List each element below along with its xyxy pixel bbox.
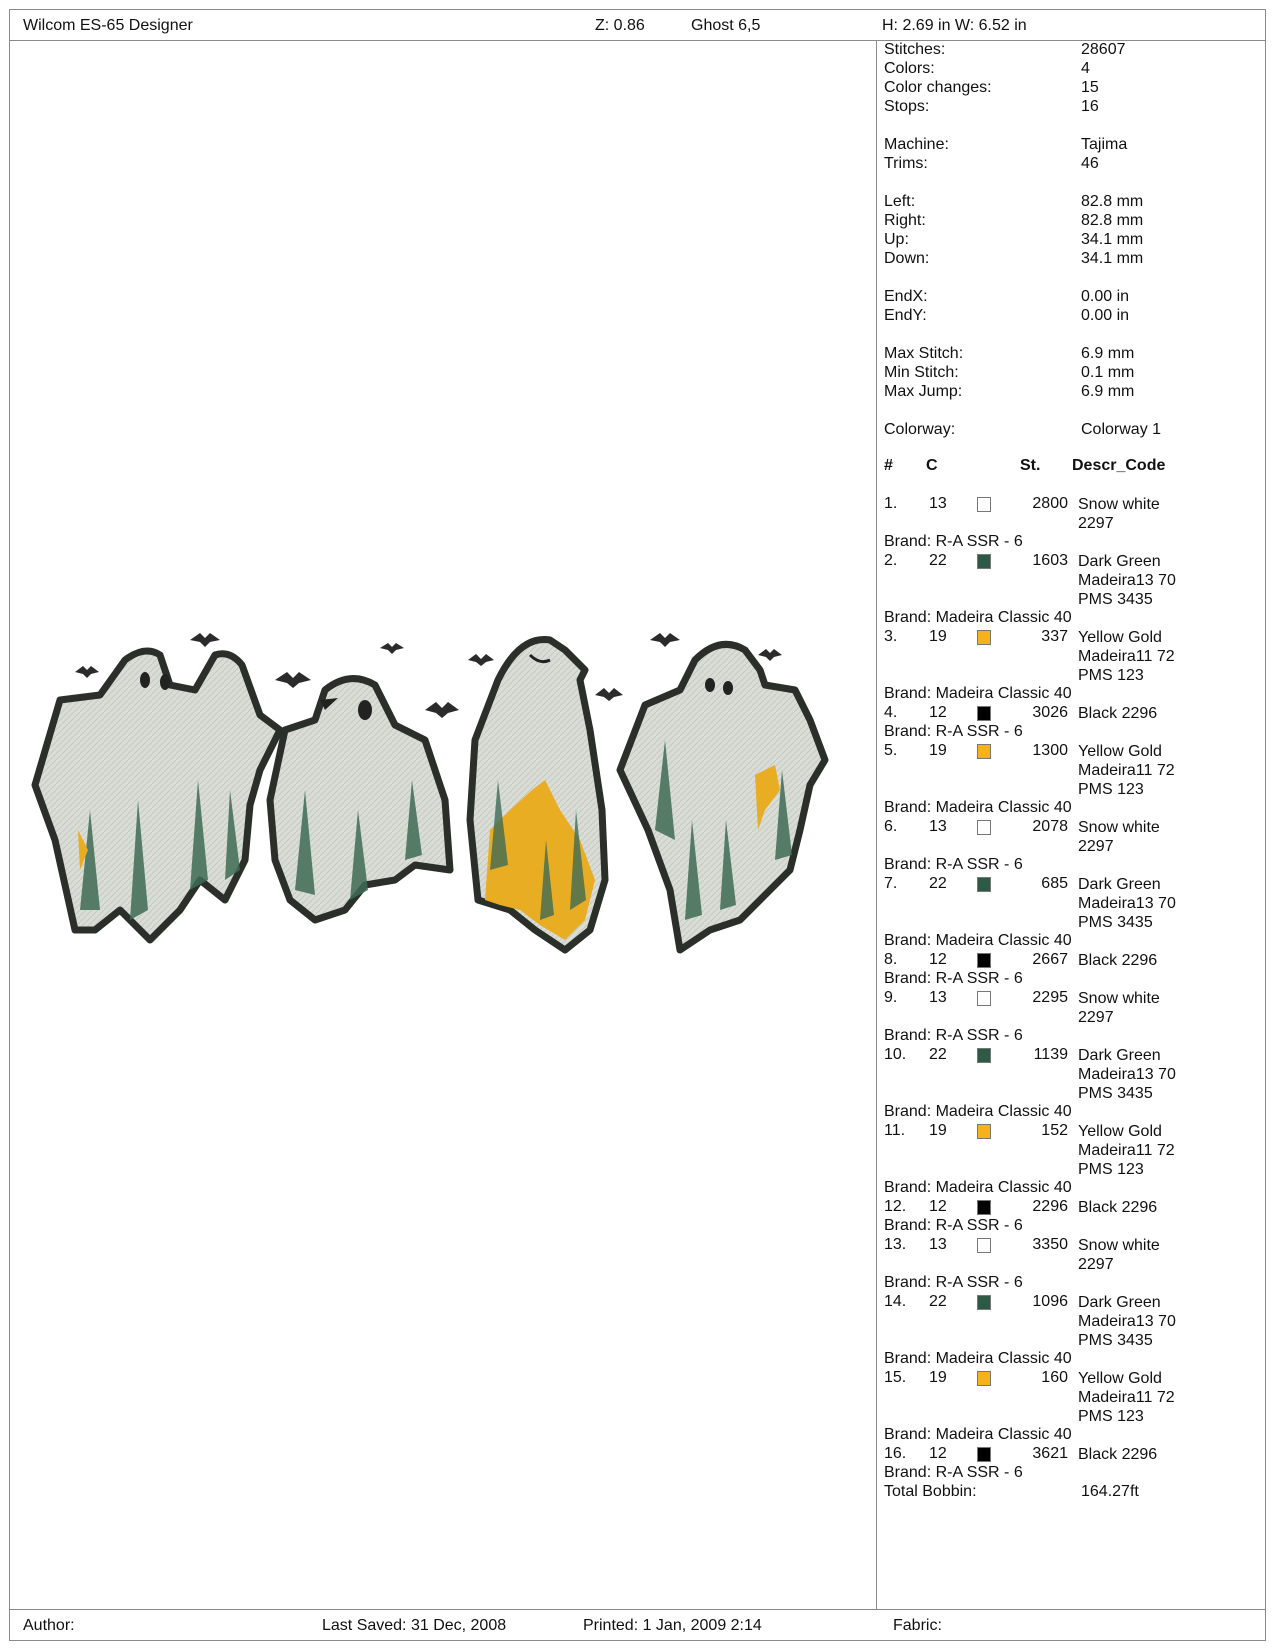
summary-row [884, 155, 1264, 175]
stop-number: 8. [884, 951, 898, 968]
summary-row [884, 288, 1264, 308]
total-bobbin-label: Total Bobbin: [884, 1483, 977, 1500]
thread-description: Black 2296 [1078, 1446, 1158, 1463]
stitch-count: 2667 [1032, 951, 1068, 968]
thread-brand: Brand: R-A SSR - 6 [884, 1274, 1023, 1291]
color-swatch [977, 1124, 991, 1139]
summary-row [884, 307, 1264, 327]
summary-label: Stops: [884, 98, 930, 115]
total-bobbin-row [884, 1483, 1264, 1503]
color-swatch [977, 991, 991, 1006]
color-stop-row [884, 742, 1264, 799]
stitch-count: 2800 [1032, 495, 1068, 512]
color-stop-row [884, 552, 1264, 609]
bat-icon [275, 672, 311, 688]
summary-value: 28607 [1081, 41, 1126, 58]
color-code: 22 [929, 552, 947, 569]
color-code: 13 [929, 1236, 947, 1253]
color-code: 13 [929, 989, 947, 1006]
last-saved: Last Saved: 31 Dec, 2008 [322, 1617, 507, 1634]
thread-brand: Brand: Madeira Classic 40 [884, 1350, 1072, 1367]
color-stop-row [884, 704, 1264, 723]
design-dimensions: H: 2.69 in W: 6.52 in [882, 17, 1027, 34]
summary-label: Right: [884, 212, 926, 229]
stitch-count: 1300 [1032, 742, 1068, 759]
thread-brand: Brand: Madeira Classic 40 [884, 609, 1072, 626]
color-stop-row [884, 989, 1264, 1027]
thread-description: Dark Green Madeira13 70 PMS 3435 [1078, 1294, 1176, 1349]
color-code: 19 [929, 1369, 947, 1386]
color-code: 12 [929, 704, 947, 721]
summary-row [884, 250, 1264, 270]
summary-value: 16 [1081, 98, 1099, 115]
stop-number: 7. [884, 875, 898, 892]
summary-label: Machine: [884, 136, 949, 153]
thread-brand: Brand: Madeira Classic 40 [884, 932, 1072, 949]
thread-description: Snow white 2297 [1078, 819, 1160, 855]
stop-number: 16. [884, 1445, 907, 1462]
thread-brand: Brand: R-A SSR - 6 [884, 533, 1023, 550]
color-swatch [977, 744, 991, 759]
author-field: Author: [23, 1617, 75, 1634]
summary-label: Max Jump: [884, 383, 963, 400]
color-stop-row [884, 951, 1264, 970]
col-num: # [884, 457, 893, 474]
thread-brand: Brand: R-A SSR - 6 [884, 856, 1023, 873]
thread-brand: Brand: R-A SSR - 6 [884, 1217, 1023, 1234]
summary-label: Up: [884, 231, 909, 248]
color-stop-row [884, 1445, 1264, 1464]
color-swatch [977, 953, 991, 968]
summary-label: EndX: [884, 288, 928, 305]
col-stitches: St. [1020, 457, 1041, 474]
summary-row [884, 60, 1264, 80]
color-code: 12 [929, 1198, 947, 1215]
stitch-count: 152 [1041, 1122, 1068, 1139]
color-code: 22 [929, 875, 947, 892]
thread-brand: Brand: Madeira Classic 40 [884, 685, 1072, 702]
thread-description: Yellow Gold Madeira11 72 PMS 123 [1078, 629, 1175, 684]
stop-number: 13. [884, 1236, 907, 1253]
color-stop-row [884, 1198, 1264, 1217]
color-swatch [977, 706, 991, 721]
embroidery-design-preview [20, 610, 870, 1030]
bat-icon [468, 654, 494, 666]
stitch-count: 160 [1041, 1369, 1068, 1386]
stop-number: 10. [884, 1046, 907, 1063]
summary-label: Stitches: [884, 41, 946, 58]
color-swatch [977, 1048, 991, 1063]
thread-description: Snow white 2297 [1078, 990, 1160, 1026]
stitch-count: 3621 [1032, 1445, 1068, 1462]
stop-number: 3. [884, 628, 898, 645]
summary-value: 6.9 mm [1081, 383, 1135, 400]
design-name: Ghost 6,5 [691, 17, 761, 34]
color-code: 19 [929, 628, 947, 645]
ghost-3 [470, 640, 605, 951]
color-stop-row [884, 1293, 1264, 1350]
bat-icon [380, 643, 404, 654]
stitch-count: 2078 [1032, 818, 1068, 835]
stitch-count: 3026 [1032, 704, 1068, 721]
summary-value: 15 [1081, 79, 1099, 96]
color-code: 22 [929, 1046, 947, 1063]
stop-number: 6. [884, 818, 898, 835]
color-swatch [977, 877, 991, 892]
stitch-count: 2295 [1032, 989, 1068, 1006]
ghost-1 [35, 651, 280, 940]
ghost-4 [620, 644, 825, 950]
bat-icon [190, 633, 220, 647]
summary-label: Max Stitch: [884, 345, 964, 362]
thread-description: Black 2296 [1078, 705, 1158, 722]
color-swatch [977, 630, 991, 645]
color-code: 13 [929, 495, 947, 512]
summary-value: 82.8 mm [1081, 193, 1144, 210]
color-code: 22 [929, 1293, 947, 1310]
stitch-count: 1139 [1033, 1046, 1068, 1063]
color-code: 12 [929, 951, 947, 968]
thread-description: Yellow Gold Madeira11 72 PMS 123 [1078, 1123, 1175, 1178]
summary-label: Color changes: [884, 79, 992, 96]
color-stop-row [884, 1122, 1264, 1179]
summary-value: Colorway 1 [1081, 421, 1162, 438]
thread-description: Black 2296 [1078, 952, 1158, 969]
summary-value: 0.00 in [1081, 307, 1130, 324]
thread-description: Snow white 2297 [1078, 1237, 1160, 1273]
color-stop-row [884, 628, 1264, 685]
color-stop-row [884, 1236, 1264, 1274]
summary-row [884, 41, 1264, 61]
printed-date: Printed: 1 Jan, 2009 2:14 [583, 1617, 762, 1634]
color-code: 19 [929, 1122, 947, 1139]
summary-value: 0.00 in [1081, 288, 1130, 305]
summary-value: 46 [1081, 155, 1099, 172]
thread-brand: Brand: Madeira Classic 40 [884, 1426, 1072, 1443]
summary-label: Min Stitch: [884, 364, 959, 381]
total-bobbin-value: 164.27ft [1081, 1483, 1139, 1500]
color-swatch [977, 497, 991, 512]
summary-row [884, 136, 1264, 156]
bat-icon [595, 688, 623, 701]
summary-label: Trims: [884, 155, 928, 172]
thread-description: Dark Green Madeira13 70 PMS 3435 [1078, 1047, 1176, 1102]
print-sheet [9, 9, 1266, 1641]
summary-row [884, 345, 1264, 365]
summary-row [884, 98, 1264, 118]
bat-icon [758, 649, 782, 661]
summary-label: Down: [884, 250, 930, 267]
color-swatch [977, 1200, 991, 1215]
header-bar [10, 10, 1265, 41]
color-stop-row [884, 818, 1264, 856]
stitch-count: 3350 [1032, 1236, 1068, 1253]
color-stop-row [884, 1046, 1264, 1103]
summary-label: Left: [884, 193, 916, 210]
color-stop-row [884, 875, 1264, 932]
col-descr: Descr_Code [1072, 457, 1166, 474]
thread-brand: Brand: R-A SSR - 6 [884, 970, 1023, 987]
color-swatch [977, 1295, 991, 1310]
color-swatch [977, 820, 991, 835]
thread-brand: Brand: R-A SSR - 6 [884, 723, 1023, 740]
thread-brand: Brand: Madeira Classic 40 [884, 1103, 1072, 1120]
color-swatch [977, 554, 991, 569]
summary-value: 34.1 mm [1081, 250, 1144, 267]
summary-value: 82.8 mm [1081, 212, 1144, 229]
fabric-field: Fabric: [893, 1617, 942, 1634]
color-stop-row [884, 495, 1264, 533]
stop-number: 4. [884, 704, 898, 721]
thread-description: Snow white 2297 [1078, 496, 1160, 532]
bat-icon [650, 633, 680, 647]
color-code: 12 [929, 1445, 947, 1462]
thread-brand: Brand: R-A SSR - 6 [884, 1027, 1023, 1044]
summary-label: EndY: [884, 307, 927, 324]
summary-value: 34.1 mm [1081, 231, 1144, 248]
ghost-2 [270, 679, 450, 920]
color-code: 13 [929, 818, 947, 835]
summary-row [884, 212, 1264, 232]
thread-description: Yellow Gold Madeira11 72 PMS 123 [1078, 743, 1175, 798]
stitch-count: 1603 [1032, 552, 1068, 569]
stop-number: 11. [884, 1122, 906, 1139]
stitch-count: 685 [1041, 875, 1068, 892]
stop-number: 15. [884, 1369, 907, 1386]
col-code: C [926, 457, 938, 474]
stop-number: 12. [884, 1198, 907, 1215]
summary-label: Colors: [884, 60, 935, 77]
summary-value: 6.9 mm [1081, 345, 1135, 362]
color-swatch [977, 1371, 991, 1386]
bat-icon [75, 666, 99, 678]
bat-icon [425, 702, 459, 718]
summary-row [884, 193, 1264, 213]
panel-divider [876, 41, 877, 1609]
color-code: 19 [929, 742, 947, 759]
summary-value: Tajima [1081, 136, 1128, 153]
stitch-count: 337 [1041, 628, 1068, 645]
thread-brand: Brand: R-A SSR - 6 [884, 1464, 1023, 1481]
footer-bar [10, 1609, 1265, 1640]
color-swatch [977, 1238, 991, 1253]
summary-row [884, 383, 1264, 403]
stop-number: 5. [884, 742, 898, 759]
summary-row [884, 231, 1264, 251]
stop-number: 14. [884, 1293, 907, 1310]
color-stop-row [884, 1369, 1264, 1426]
zoom-level: Z: 0.86 [595, 17, 645, 34]
summary-row [884, 421, 1264, 441]
summary-value: 0.1 mm [1081, 364, 1135, 381]
color-swatch [977, 1447, 991, 1462]
thread-description: Yellow Gold Madeira11 72 PMS 123 [1078, 1370, 1175, 1425]
summary-row [884, 79, 1264, 99]
app-title: Wilcom ES-65 Designer [23, 17, 193, 34]
stop-number: 1. [884, 495, 898, 512]
thread-description: Dark Green Madeira13 70 PMS 3435 [1078, 553, 1176, 608]
stop-number: 9. [884, 989, 898, 1006]
thread-brand: Brand: Madeira Classic 40 [884, 1179, 1072, 1196]
stitch-count: 2296 [1032, 1198, 1068, 1215]
thread-description: Black 2296 [1078, 1199, 1158, 1216]
summary-row [884, 364, 1264, 384]
stitch-count: 1096 [1032, 1293, 1068, 1310]
thread-description: Dark Green Madeira13 70 PMS 3435 [1078, 876, 1176, 931]
stop-number: 2. [884, 552, 898, 569]
summary-label: Colorway: [884, 421, 956, 438]
thread-brand: Brand: Madeira Classic 40 [884, 799, 1072, 816]
summary-value: 4 [1081, 60, 1090, 77]
